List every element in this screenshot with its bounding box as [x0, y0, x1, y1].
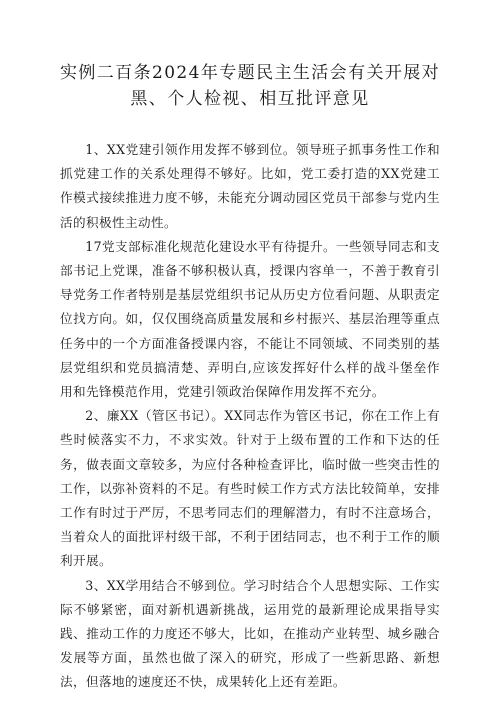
title-line-2: 黑、个人检视、相互批评意见 [130, 89, 370, 109]
paragraph-2: 17党支部标准化规范化建设水平有待提升。一些领导同志和支部书记上党课，准备不够积极认真，授课内容单一，不善于教育引导党务工作者特别是基层党组织书记从历史方位看问题、从职责定位找方向。如，仅仅围绕高质量发展和乡村振兴、基层治理等重点任务中的一个方面准备授课内容，不能让不同领域、不同类别的基层党组织和党员搞清楚、弄明白,应该发挥好什么样的战斗堡垒作用和先锋模范作用，党建引领政治保障作用发挥不充分。 [60, 238, 440, 400]
paragraph-1: 1、XX党建引领作用发挥不够到位。领导班子抓事务性工作和抓党建工作的关系处理得不够好。比如，党工委打造的XX党建工作模式接续推进力度不够，未能充分调动园区党员干部参与党内生活的积极性主动性。 [60, 142, 440, 230]
document-title [60, 60, 440, 112]
paragraph-3: 2、廉XX（管区书记）。XX同志作为管区书记，你在工作上有些时候落实不力，不求实效。针对于上级布置的工作和下达的任务，做表面文章较多，为应付各种检查评比，临时做一些突击性的工作，以弥补资料的不足。有些时候工作方式方法比较简单，安排工作有时过于严厉，不思考同志们的理解潜力，有时不注意场合，当着众人的面批评村级干部，不利于团结同志，也不利于工作的顺利开展。 [60, 408, 440, 569]
paragraph-4: 3、XX学用结合不够到位。学习时结合个人思想实际、工作实际不够紧密，面对新机遇新挑战，运用党的最新理论成果指导实践、推动工作的力度还不够大，比如，在推动产业转型、城乡融合发展等方面，虽然也做了深入的研究，形成了一些新思路、新想法，但落地的速度还不快，成果转化上还有差距。 [60, 577, 440, 690]
title-line-1: 实例二百条2024年专题民主生活会有关开展对 [60, 63, 441, 83]
